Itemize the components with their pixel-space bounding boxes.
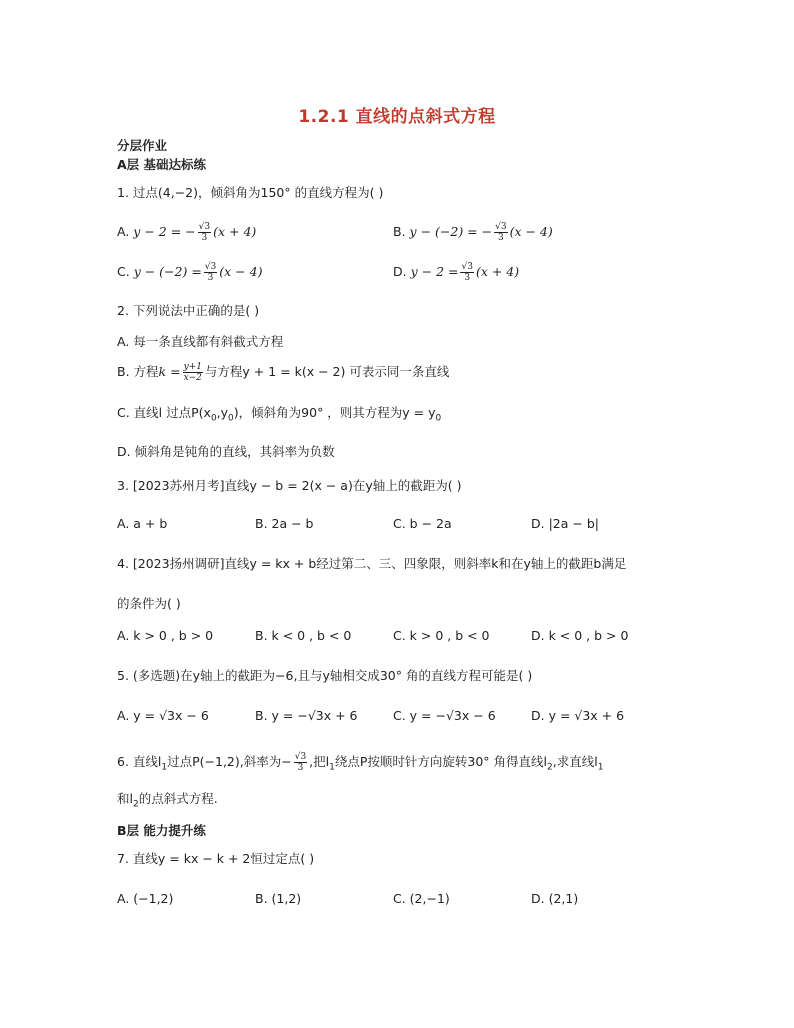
q4-option-a: A. k > 0 , b > 0 [117, 628, 214, 643]
q1-c-frac [204, 262, 217, 283]
q1-b-label: B. [393, 224, 406, 239]
q1-stem: 1. 过点(4,−2)，倾斜角为150° 的直线方程为( ) [117, 185, 384, 200]
q1-a-frac [198, 222, 211, 243]
q5-stem: 5. (多选题)在y轴上的截距为−6,且与y轴相交成30° 角的直线方程可能是( ) [117, 668, 533, 683]
q2-option-a: A. 每一条直线都有斜截式方程 [117, 334, 284, 349]
q4-option-d: D. k < 0 , b > 0 [531, 628, 629, 643]
q3-option-c: C. b − 2a [393, 516, 452, 531]
q1-a-label: A. [117, 224, 130, 239]
q2-stem: 2. 下列说法中正确的是( ) [117, 303, 260, 318]
q2-b-k: k = [158, 364, 181, 379]
page-title: 1.2.1 直线的点斜式方程 [298, 107, 496, 127]
q1-c-num: √3 [204, 262, 217, 272]
q1-d-pre: y − 2 = [410, 264, 459, 279]
q1-d-den: 3 [464, 273, 471, 283]
q1-d-num: √3 [461, 262, 473, 272]
q1-d-post: (x + 4) [475, 264, 520, 279]
q2-b-den: x−2 [183, 373, 202, 383]
q7-option-a: A. (−1,2) [117, 891, 174, 906]
q2-b-num: y+1 [183, 362, 202, 372]
q6-s1: 1 [161, 762, 168, 773]
q3-option-a: A. a + b [117, 516, 168, 531]
q2-option-d: D. 倾斜角是钝角的直线，其斜率为负数 [117, 444, 335, 459]
q1-d-label: D. [393, 264, 407, 279]
section-heading: 分层作业 [117, 138, 168, 153]
q6-stem-line2 [117, 790, 218, 814]
level-b-heading: B层 能力提升练 [117, 823, 206, 838]
q6-num: √3 [294, 752, 307, 762]
q7-option-d: D. (2,1) [531, 891, 579, 906]
q6-p3: ,把l [309, 754, 330, 769]
q3-option-d: D. |2a − b| [531, 516, 599, 531]
level-a-heading: A层 基础达标练 [117, 157, 207, 172]
q2-option-c [117, 404, 441, 428]
q6-line2-pre: 和l [117, 791, 133, 806]
q6-den: 3 [297, 763, 304, 773]
q6-s2: 1 [329, 762, 335, 773]
q7-option-b: B. (1,2) [255, 891, 302, 906]
q1-b-frac [494, 222, 507, 243]
q6-frac [294, 752, 307, 773]
q4-option-c: C. k > 0 , b < 0 [393, 628, 490, 643]
q2-b-pre: B. 方程 [117, 364, 159, 379]
q2-c-pre: C. 直线l 过点P(x [117, 405, 211, 420]
q2-b-post: 与方程y + 1 = k(x − 2) 可表示同一条直线 [204, 364, 450, 379]
q7-option-c: C. (2,−1) [393, 891, 450, 906]
q2-option-b [117, 362, 449, 383]
q6-p2: 过点P(−1,2),斜率为− [167, 754, 292, 769]
q4-stem-line1: 4. [2023扬州调研]直线y = kx + b经过第二、三、四象限，则斜率k和在y轴上的截距b满足 [117, 556, 627, 571]
q5-option-c: C. y = −√3x − 6 [393, 708, 496, 723]
q2-c-mid2: )，倾斜角为90° ，则其方程为y = y [233, 405, 436, 420]
q5-option-b: B. y = −√3x + 6 [255, 708, 358, 723]
q6-p1: 6. 直线l [117, 754, 162, 769]
q1-a-post: (x + 4) [213, 224, 257, 239]
q1-option-c [117, 262, 262, 283]
q1-b-pre: y − (−2) = − [409, 224, 493, 239]
q6-s4: 1 [597, 762, 604, 773]
q2-c-mid: ,y [216, 405, 229, 420]
q1-a-den: 3 [201, 233, 208, 243]
q7-stem: 7. 直线y = kx − k + 2恒过定点( ) [117, 851, 315, 866]
q3-stem: 3. [2023苏州月考]直线y − b = 2(x − a)在y轴上的截距为( ) [117, 478, 462, 493]
q4-option-b: B. k < 0 , b < 0 [255, 628, 352, 643]
q4-stem-line2: 的条件为( ) [117, 596, 181, 611]
q1-c-den: 3 [207, 273, 214, 283]
q1-b-den: 3 [497, 233, 504, 243]
q1-a-pre: y − 2 = − [133, 224, 196, 239]
q5-option-a: A. y = √3x − 6 [117, 708, 209, 723]
q1-option-d [393, 262, 519, 283]
q2-b-frac [183, 362, 203, 383]
q6-p4: 绕点P按顺时针方向旋转30° 角得直线l [334, 754, 547, 769]
q1-b-num: √3 [495, 222, 507, 232]
q3-option-b: B. 2a − b [255, 516, 314, 531]
q1-c-post: (x − 4) [219, 264, 263, 279]
q2-c-sub1: 0 [228, 413, 234, 424]
q6-stem-line1 [117, 752, 603, 777]
q6-p5: ,求直线l [552, 754, 598, 769]
q1-option-b [393, 222, 553, 243]
q6-s3: 2 [547, 762, 553, 773]
q5-option-d: D. y = √3x + 6 [531, 708, 625, 723]
q6-s5: 2 [132, 799, 139, 810]
q1-c-pre: y − (−2) = [133, 264, 202, 279]
q2-c-sub0: 0 [210, 413, 217, 424]
q1-d-frac [460, 262, 473, 283]
q6-line2-post: 的点斜式方程. [138, 791, 218, 806]
q1-b-post: (x − 4) [509, 224, 553, 239]
q1-option-a [117, 222, 256, 243]
q2-c-sub2: 0 [435, 413, 442, 424]
q1-a-num: √3 [198, 222, 211, 232]
q1-c-label: C. [117, 264, 130, 279]
